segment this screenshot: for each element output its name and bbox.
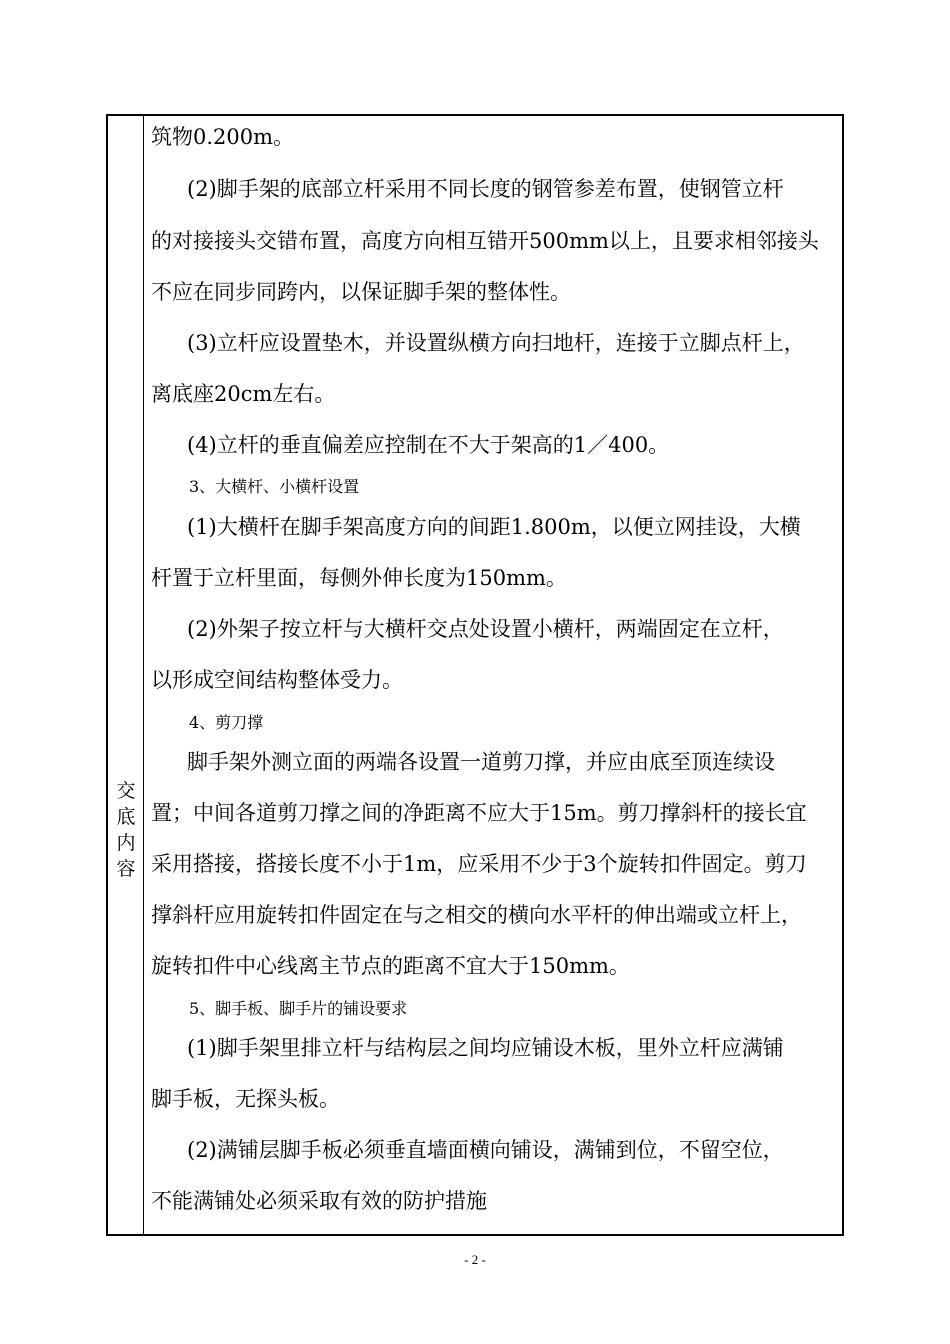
section-heading: 4、剪刀撑	[189, 713, 264, 732]
content-cell	[144, 116, 842, 1234]
paragraph-line: 置；中间各道剪刀撑之间的净距离不应大于15m。剪刀撑斜杆的接长宜	[151, 801, 807, 825]
paragraph-line: (2)外架子按立杆与大横杆交点处设置小横杆，两端固定在立杆，	[187, 617, 784, 641]
paragraph-line: (1)大横杆在脚手架高度方向的间距1.800m，以便立网挂设，大横	[187, 515, 801, 539]
paragraph-line: 不能满铺处必须采取有效的防护措施	[151, 1189, 487, 1213]
paragraph-line: 撑斜杆应用旋转扣件固定在与之相交的横向水平杆的伸出端或立杆上，	[151, 903, 802, 927]
paragraph-line: 离底座20cm左右。	[151, 382, 336, 406]
disclosure-table	[106, 114, 844, 1236]
paragraph-line: (3)立杆应设置垫木，并设置纵横方向扫地杆，连接于立脚点杆上，	[187, 331, 805, 355]
side-label-char: 内	[116, 832, 136, 854]
paragraph-line: 的对接接头交错布置，高度方向相互错开500mm以上，且要求相邻接头	[151, 229, 819, 253]
paragraph-line: 以形成空间结构整体受力。	[151, 668, 403, 692]
paragraph-line: 脚手板，无探头板。	[151, 1087, 340, 1111]
section-heading: 5、脚手板、脚手片的铺设要求	[189, 999, 408, 1018]
section-heading: 3、大横杆、小横杆设置	[189, 477, 360, 496]
side-label-char: 底	[116, 806, 136, 828]
paragraph-line: (4)立杆的垂直偏差应控制在不大于架高的1／400。	[187, 433, 670, 457]
paragraph-line: 不应在同步同跨内，以保证脚手架的整体性。	[151, 280, 571, 304]
page-number: - 2 -	[464, 1252, 486, 1267]
paragraph-line: (2)脚手架的底部立杆采用不同长度的钢管参差布置，使钢管立杆	[187, 177, 784, 201]
paragraph-line: 脚手架外测立面的两端各设置一道剪刀撑，并应由底至顶连续设	[187, 750, 775, 774]
paragraph-line: (1)脚手架里排立杆与结构层之间均应铺设木板，里外立杆应满铺	[187, 1036, 784, 1060]
side-label-char: 容	[116, 858, 136, 880]
paragraph-line: 采用搭接，搭接长度不小于1m，应采用不少于3个旋转扣件固定。剪刀	[151, 852, 807, 876]
paragraph-line: 旋转扣件中心线离主节点的距离不宜大于150mm。	[151, 954, 630, 978]
side-label-column	[108, 116, 144, 1234]
paragraph-line: 杆置于立杆里面，每侧外伸长度为150mm。	[151, 566, 567, 590]
side-label	[108, 778, 144, 882]
paragraph-line: (2)满铺层脚手板必须垂直墙面横向铺设，满铺到位，不留空位，	[187, 1138, 784, 1162]
paragraph-line: 筑物0.200m。	[151, 125, 295, 149]
side-label-char: 交	[116, 780, 136, 802]
